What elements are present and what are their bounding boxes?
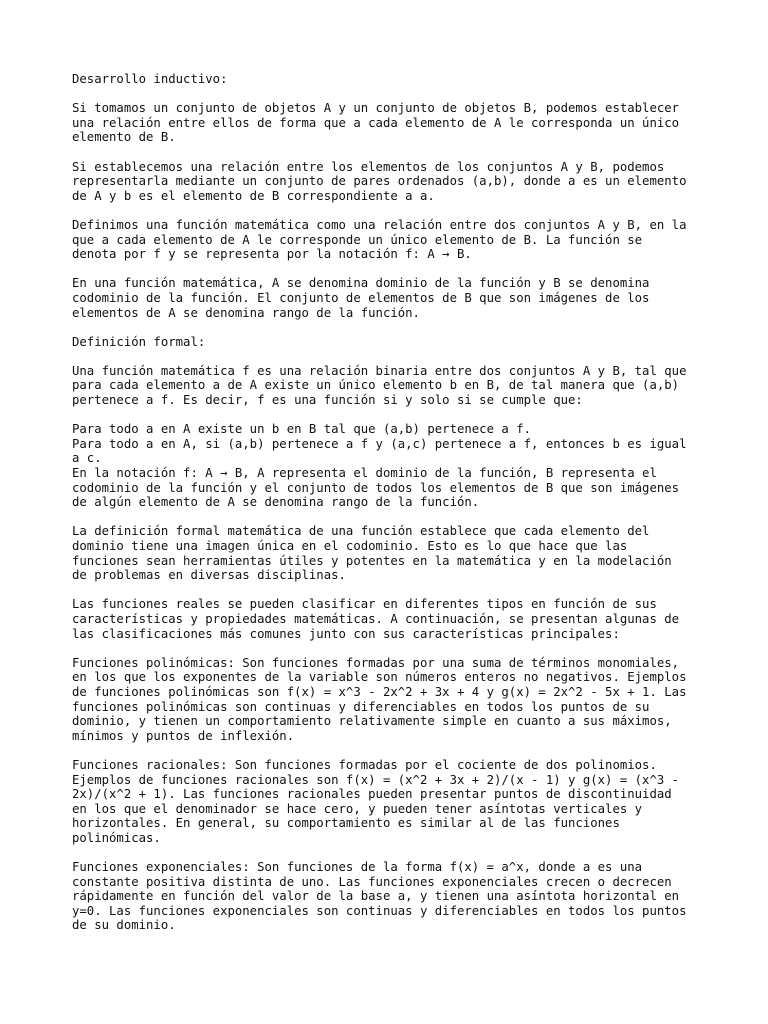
condition-existence: Para todo a en A existe un b en B tal que (a,b) pertenece a f. xyxy=(72,422,532,437)
paragraph-domain-codomain: En una función matemática, A se denomina dominio de la función y B se denomina codominio de la función. El conjunto de elementos de B que son imágenes de los elementos de A se denomina rango de la función. xyxy=(72,276,650,320)
paragraph-ordered-pairs: Si establecemos una relación entre los elementos de los conjuntos A y B, podemos representarla mediante un conjunto de pares ordenados (a,b), donde a es un elemento de A y b es el elemento de B correspondiente a a. xyxy=(72,159,687,203)
paragraph-formal-meaning: La definición formal matemática de una función establece que cada elemento del dominio tiene una imagen única en el codominio. Esto es lo que hace que las funciones sean herramientas útiles y potentes en la matemática y en la modelación de problemas en diversas disciplinas. xyxy=(72,524,672,583)
paragraph-binary-relation: Una función matemática f es una relación binaria entre dos conjuntos A y B, tal que para cada elemento a de A existe un único elemento b en B, de tal manera que (a,b) pertenece a f. Es decir, f es una función si y solo si se cumple que: xyxy=(72,363,687,408)
section-heading-formal: Definición formal: xyxy=(72,334,206,349)
paragraph-function-definition: Definimos una función matemática como una relación entre dos conjuntos A y B, en la que a cada elemento de A le corresponde un único elemento de B. La función se denota por f y se representa por la notación f: A → B. xyxy=(72,217,687,262)
paragraph-sets-relation: Si tomamos un conjunto de objetos A y un conjunto de objetos B, podemos establecer una relación entre ellos de forma que a cada elemento de A le corresponda un único elemento de B. xyxy=(72,101,680,145)
paragraph-notation: En la notación f: A → B, A representa el dominio de la función, B representa el codominio de la función y el conjunto de todos los elementos de B que son imágenes de algún elemento de A se denomina rango de la función. xyxy=(72,466,680,510)
paragraph-polynomial-functions: Funciones polinómicas: Son funciones formadas por una suma de términos monomiales, en los que los exponentes de la variable son números enteros no negativos. Ejemplos de funciones polinómicas son f(x) = x^3 - 2x^2 + 3x + 4 y g(x) = 2x^2 - 5x + 1. Las funciones polinómicas son continuas y diferenciables en todos los puntos de su dominio, y tienen un comportamiento relativamente simple en cuanto a sus máximos, mínimos y puntos de inflexión. xyxy=(72,655,687,743)
section-heading-inductive: Desarrollo inductivo: xyxy=(72,72,228,86)
paragraph-exponential-functions: Funciones exponenciales: Son funciones de la forma f(x) = a^x, donde a es una constante positiva distinta de uno. Las funciones exponenciales crecen o decrecen rápidamente en función del valor de la base a, y tienen una asíntota horizontal en y=0. Las funciones exponenciales son continuas y diferenciables en todos los puntos de su dominio. xyxy=(72,860,687,933)
paragraph-rational-functions: Funciones racionales: Son funciones formadas por el cociente de dos polinomios. Ejemplos de funciones racionales son f(x) = (x^2 + 3x + 2)/(x - 1) y g(x) = (x^3 - 2x)/(x^2 + 1). Las funciones racionales pueden presentar puntos de discontinuidad en los que el denominador se hace cero, y pueden tener asíntotas verticales y horizontales. En general, su comportamiento es similar al de las funciones polinómicas. xyxy=(72,757,680,845)
paragraph-classification-intro: Las funciones reales se pueden clasificar en diferentes tipos en función de sus características y propiedades matemáticas. A continuación, se presentan algunas de las clasificaciones más comunes junto con sus características principales: xyxy=(72,597,680,641)
condition-uniqueness: Para todo a en A, si (a,b) pertenece a f y (a,c) pertenece a f, entonces b es igual a c. xyxy=(72,436,687,466)
